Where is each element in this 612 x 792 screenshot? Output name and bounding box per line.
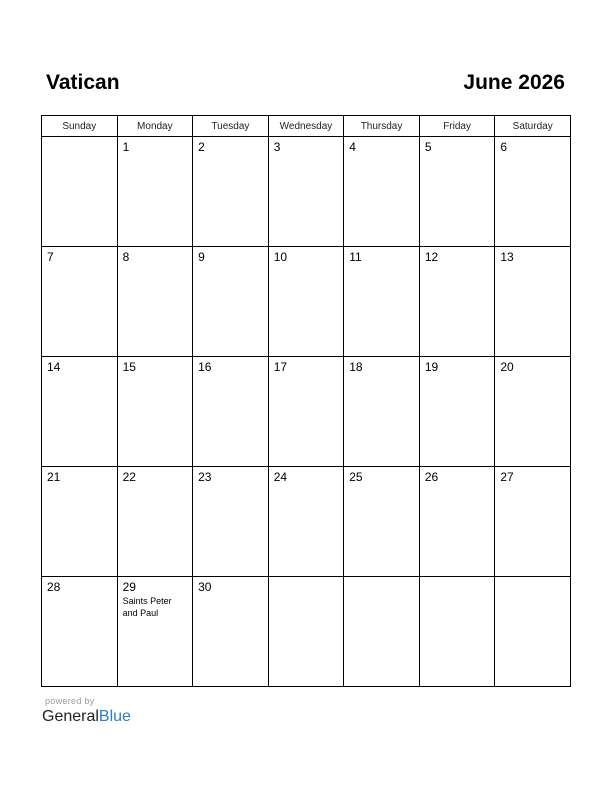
day-number: 10 xyxy=(273,250,288,264)
weekday-header-row xyxy=(42,116,571,137)
day-number: 24 xyxy=(273,470,288,484)
calendar-grid xyxy=(41,115,571,687)
day-cell xyxy=(419,137,495,247)
day-number: 11 xyxy=(349,250,362,264)
day-number xyxy=(42,137,117,140)
day-cell xyxy=(495,467,571,577)
day-number: 9 xyxy=(198,250,205,264)
day-number: 18 xyxy=(349,360,363,374)
holiday-label: Saints Peter and Paul xyxy=(122,596,172,618)
week-row xyxy=(42,247,571,357)
day-cell xyxy=(117,467,193,577)
day-cell xyxy=(268,137,344,247)
day-cell xyxy=(117,137,193,247)
weekday-tuesday: Tuesday xyxy=(193,116,269,137)
day-number: 22 xyxy=(122,470,136,484)
day-number: 21 xyxy=(47,470,61,484)
day-cell xyxy=(42,357,118,467)
brand-name-blue: Blue xyxy=(98,708,131,725)
day-number: 23 xyxy=(198,470,212,484)
day-cell xyxy=(495,247,571,357)
day-cell xyxy=(193,247,269,357)
day-cell xyxy=(344,137,420,247)
day-number xyxy=(269,577,344,580)
weekday-saturday: Saturday xyxy=(495,116,571,137)
day-number: 8 xyxy=(122,250,130,264)
day-number: 26 xyxy=(424,470,439,484)
weekday-friday: Friday xyxy=(419,116,495,137)
day-number: 14 xyxy=(47,360,61,374)
powered-by-text: powered by xyxy=(45,696,95,706)
day-cell xyxy=(268,247,344,357)
day-number: 6 xyxy=(500,140,508,154)
weekday-wednesday: Wednesday xyxy=(268,116,344,137)
week-row xyxy=(42,577,571,687)
day-cell xyxy=(193,357,269,467)
weekday-sunday: Sunday xyxy=(42,116,118,137)
day-number: 7 xyxy=(47,250,54,264)
day-number: 4 xyxy=(349,140,356,154)
day-cell xyxy=(268,467,344,577)
day-cell xyxy=(344,577,420,687)
brand-logo xyxy=(42,707,131,727)
day-cell xyxy=(268,577,344,687)
day-number: 25 xyxy=(349,470,363,484)
day-cell xyxy=(117,247,193,357)
day-cell xyxy=(193,467,269,577)
day-cell xyxy=(419,357,495,467)
day-cell xyxy=(344,357,420,467)
day-cell xyxy=(344,247,420,357)
day-number: 17 xyxy=(273,360,288,374)
day-cell xyxy=(495,137,571,247)
day-cell xyxy=(193,577,269,687)
day-cell xyxy=(117,577,193,687)
week-row xyxy=(42,137,571,247)
day-cell xyxy=(42,467,118,577)
day-number xyxy=(344,577,419,580)
day-cell xyxy=(419,577,495,687)
day-number: 27 xyxy=(500,470,514,484)
day-cell xyxy=(42,137,118,247)
week-row xyxy=(42,357,571,467)
day-cell xyxy=(344,467,420,577)
day-cell xyxy=(193,137,269,247)
brand-name-general: General xyxy=(42,708,99,725)
weekday-monday: Monday xyxy=(117,116,193,137)
day-number: 1 xyxy=(122,140,130,154)
day-number: 29 xyxy=(122,580,136,594)
day-number xyxy=(495,577,570,580)
day-number: 13 xyxy=(500,250,514,264)
day-number: 3 xyxy=(273,140,281,154)
day-number: 28 xyxy=(47,580,61,594)
week-row xyxy=(42,467,571,577)
day-cell xyxy=(495,357,571,467)
day-cell xyxy=(495,577,571,687)
day-number: 30 xyxy=(198,580,212,594)
day-number: 16 xyxy=(198,360,212,374)
day-number: 19 xyxy=(424,360,439,374)
country-title: Vatican xyxy=(46,71,120,94)
day-cell xyxy=(268,357,344,467)
day-number: 12 xyxy=(424,250,439,264)
day-number xyxy=(420,577,495,580)
day-number: 2 xyxy=(198,140,205,154)
month-year-title: June 2026 xyxy=(463,71,565,94)
day-cell xyxy=(42,247,118,357)
day-cell xyxy=(419,467,495,577)
day-number: 15 xyxy=(122,360,136,374)
day-cell xyxy=(117,357,193,467)
day-cell xyxy=(42,577,118,687)
day-cell xyxy=(419,247,495,357)
brand-footer xyxy=(42,696,131,727)
weekday-thursday: Thursday xyxy=(344,116,420,137)
day-number: 20 xyxy=(500,360,514,374)
day-number: 5 xyxy=(424,140,432,154)
